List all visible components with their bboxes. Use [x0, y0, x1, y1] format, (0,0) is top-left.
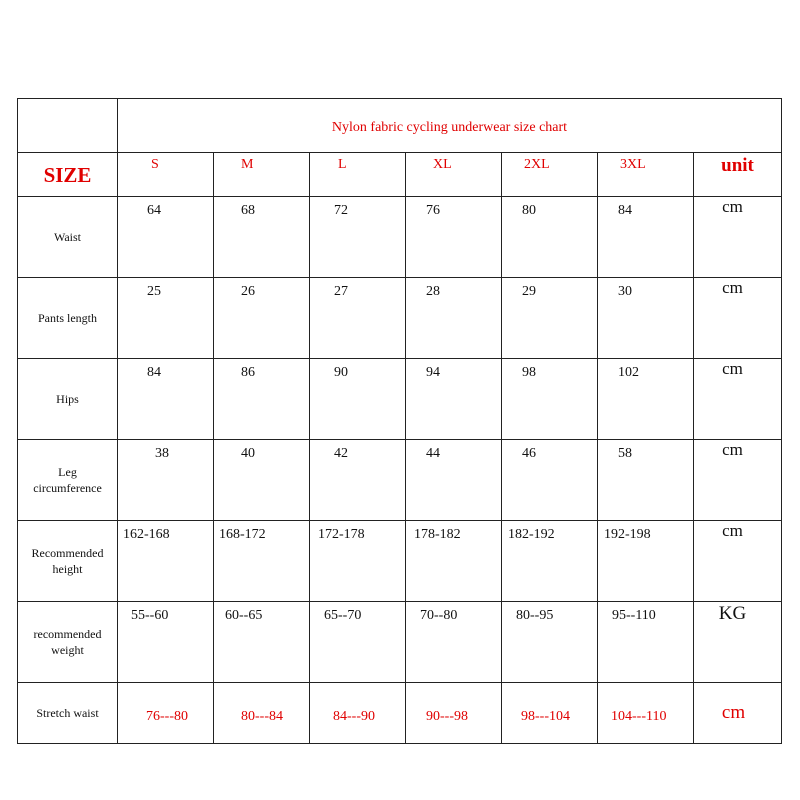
value-cell: 26 [214, 278, 310, 359]
value-cell: 98 [502, 359, 598, 440]
value-cell: 70--80 [406, 602, 502, 683]
value-cell: 84---90 [310, 683, 406, 744]
value-cell: 29 [502, 278, 598, 359]
value-cell: 84 [598, 197, 694, 278]
value-cell: 182-192 [502, 521, 598, 602]
title-row [18, 99, 782, 153]
unit-cell: cm [694, 359, 782, 440]
value-cell: 58 [598, 440, 694, 521]
table-row-hips [18, 359, 782, 440]
table-row-leg-circumference [18, 440, 782, 521]
row-label [18, 521, 118, 602]
row-label-line: circumference [33, 481, 102, 495]
row-label-line: Waist [53, 230, 82, 244]
corner-cell [18, 99, 118, 153]
row-label [18, 683, 118, 744]
size-header-xl: XL [406, 153, 502, 197]
table-row-recommended-height [18, 521, 782, 602]
value-cell: 162-168 [118, 521, 214, 602]
value-cell: 168-172 [214, 521, 310, 602]
size-header-label: SIZE [18, 153, 118, 197]
value-cell: 102 [598, 359, 694, 440]
row-label-line: height [52, 562, 83, 576]
size-header-3xl: 3XL [598, 153, 694, 197]
row-label-line: Recommended [31, 546, 104, 560]
chart-title: Nylon fabric cycling underwear size chart [118, 99, 782, 153]
value-cell: 76---80 [118, 683, 214, 744]
row-label-line: Leg [58, 465, 77, 479]
value-cell: 46 [502, 440, 598, 521]
unit-header-label: unit [694, 153, 782, 197]
value-cell: 42 [310, 440, 406, 521]
row-label [18, 278, 118, 359]
row-label-line: Pants length [38, 311, 97, 325]
value-cell: 95--110 [598, 602, 694, 683]
table-row-pants-length [18, 278, 782, 359]
value-cell: 60--65 [214, 602, 310, 683]
value-cell: 68 [214, 197, 310, 278]
value-cell: 104---110 [598, 683, 694, 744]
table-row-recommended-weight [18, 602, 782, 683]
value-cell: 80--95 [502, 602, 598, 683]
size-header-m: M [214, 153, 310, 197]
value-cell: 40 [214, 440, 310, 521]
row-label [18, 602, 118, 683]
unit-cell: cm [694, 521, 782, 602]
row-label-line: recommended [33, 627, 102, 641]
value-cell: 55--60 [118, 602, 214, 683]
value-cell: 28 [406, 278, 502, 359]
row-label-line: Hips [56, 392, 79, 406]
value-cell: 192-198 [598, 521, 694, 602]
value-cell: 90---98 [406, 683, 502, 744]
size-header-s: S [118, 153, 214, 197]
value-cell: 86 [214, 359, 310, 440]
row-label [18, 359, 118, 440]
value-cell: 64 [118, 197, 214, 278]
value-cell: 25 [118, 278, 214, 359]
unit-cell: KG [694, 602, 782, 683]
value-cell: 30 [598, 278, 694, 359]
value-cell: 172-178 [310, 521, 406, 602]
value-cell: 80 [502, 197, 598, 278]
value-cell: 65--70 [310, 602, 406, 683]
size-header-l: L [310, 153, 406, 197]
value-cell: 94 [406, 359, 502, 440]
value-cell: 27 [310, 278, 406, 359]
value-cell: 90 [310, 359, 406, 440]
row-label [18, 197, 118, 278]
table-row-waist [18, 197, 782, 278]
size-chart-table [17, 98, 782, 744]
header-row [18, 153, 782, 197]
unit-cell: cm [694, 440, 782, 521]
value-cell: 72 [310, 197, 406, 278]
value-cell: 38 [118, 440, 214, 521]
value-cell: 84 [118, 359, 214, 440]
unit-cell: cm [694, 197, 782, 278]
value-cell: 80---84 [214, 683, 310, 744]
value-cell: 178-182 [406, 521, 502, 602]
value-cell: 44 [406, 440, 502, 521]
row-label-line: Stretch waist [36, 706, 99, 720]
size-header-2xl: 2XL [502, 153, 598, 197]
table-row-stretch-waist [18, 683, 782, 744]
unit-cell: cm [694, 683, 782, 744]
value-cell: 98---104 [502, 683, 598, 744]
row-label [18, 440, 118, 521]
unit-cell: cm [694, 278, 782, 359]
row-label-line: weight [51, 643, 84, 657]
value-cell: 76 [406, 197, 502, 278]
